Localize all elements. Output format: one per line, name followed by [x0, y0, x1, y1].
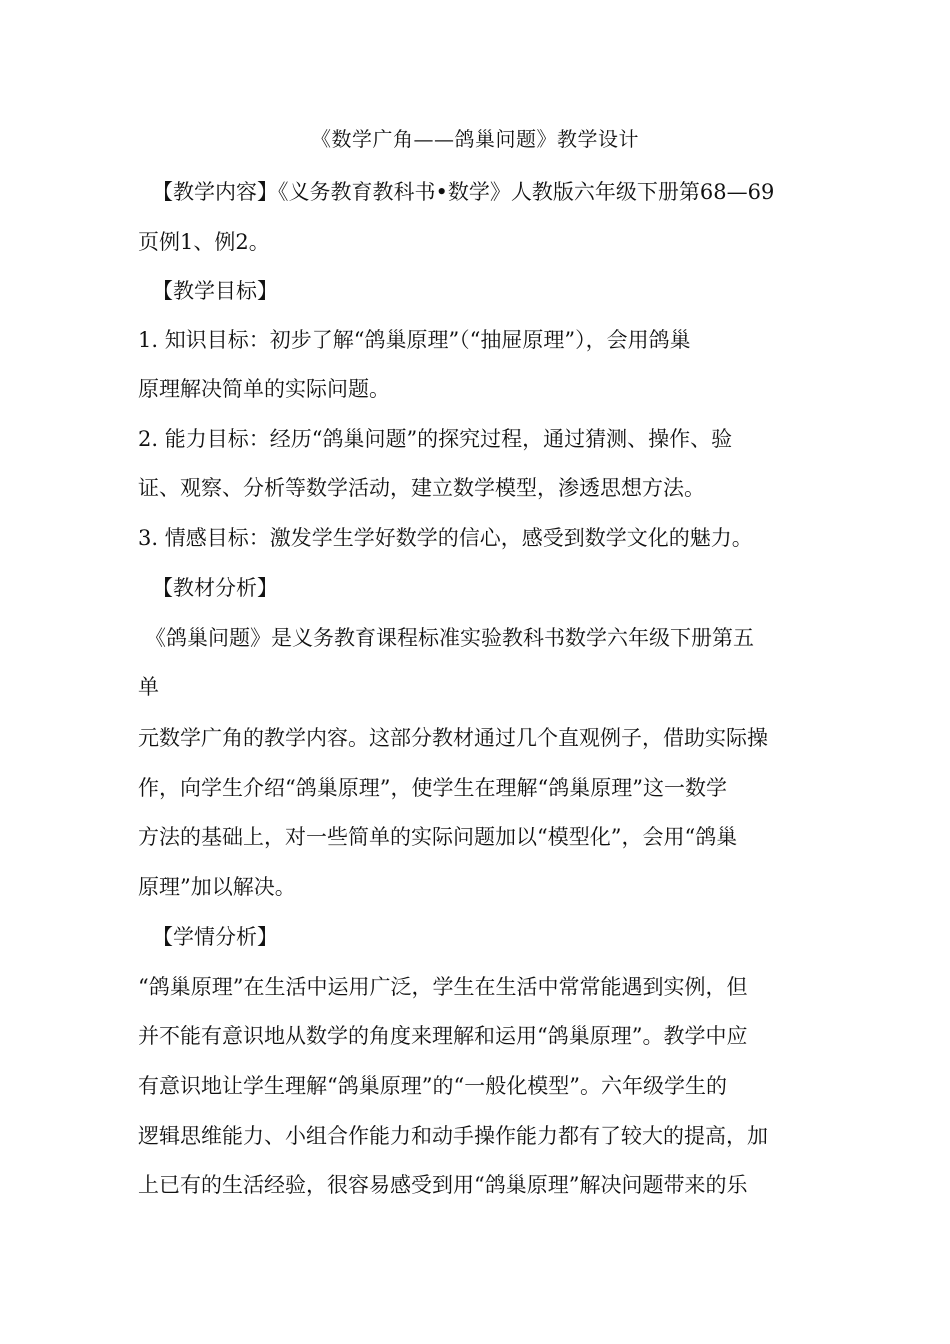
- section-heading-objectives: 【教学目标】: [152, 279, 278, 303]
- objective-2-line-2: 证、观察、分析等数学活动，建立数学模型，渗透思想方法。: [138, 476, 705, 500]
- section-heading-student-analysis: 【学情分析】: [152, 925, 278, 949]
- student-analysis-line-3: 有意识地让学生理解“鸽巢原理”的“一般化模型”。六年级学生的: [138, 1074, 727, 1098]
- teaching-content-line-2: 页例1、例2。: [138, 230, 270, 254]
- material-analysis-line-5: 方法的基础上，对一些简单的实际问题加以“模型化”，会用“鸽巢: [138, 825, 738, 849]
- objective-1-line-1: 1. 知识目标：初步了解“鸽巢原理”（“抽屉原理”），会用鸽巢: [138, 328, 691, 352]
- material-analysis-line-4: 作，向学生介绍“鸽巢原理”，使学生在理解“鸽巢原理”这一数学: [138, 776, 727, 800]
- material-analysis-line-6: 原理”加以解决。: [138, 875, 296, 899]
- section-heading-material-analysis: 【教材分析】: [152, 576, 278, 600]
- student-analysis-line-4: 逻辑思维能力、小组合作能力和动手操作能力都有了较大的提高，加: [138, 1124, 768, 1148]
- teaching-content-line-1: 【教学内容】《义务教育教科书•数学》人教版六年级下册第68—69: [152, 180, 775, 204]
- student-analysis-line-5: 上已有的生活经验，很容易感受到用“鸽巢原理”解决问题带来的乐: [138, 1173, 748, 1197]
- student-analysis-line-1: “鸽巢原理”在生活中运用广泛，学生在生活中常常能遇到实例，但: [138, 975, 748, 999]
- objective-3-line: 3. 情感目标：激发学生学好数学的信心，感受到数学文化的魅力。: [138, 526, 753, 550]
- material-analysis-line-2: 单: [138, 675, 159, 699]
- objective-2-line-1: 2. 能力目标：经历“鸽巢问题”的探究过程，通过猜测、操作、验: [138, 427, 733, 451]
- objective-1-line-2: 原理解决简单的实际问题。: [138, 377, 390, 401]
- material-analysis-line-3: 元数学广角的教学内容。这部分教材通过几个直观例子，借助实际操: [138, 726, 768, 750]
- student-analysis-line-2: 并不能有意识地从数学的角度来理解和运用“鸽巢原理”。教学中应: [138, 1024, 748, 1048]
- material-analysis-line-1: 《鸽巢问题》是义务教育课程标准实验教科书数学六年级下册第五: [145, 626, 754, 650]
- document-title: 《数学广角——鸽巢问题》教学设计: [311, 127, 639, 151]
